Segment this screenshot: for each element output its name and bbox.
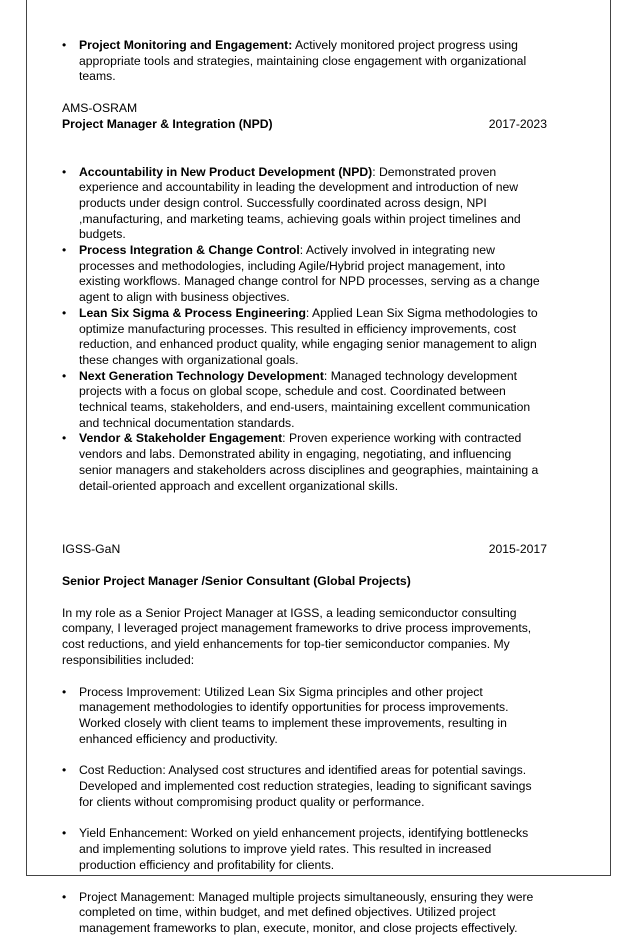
bullet-title: Accountability in New Product Development (NPD) (79, 164, 373, 179)
job1-years: 2017-2023 (488, 116, 547, 131)
bullet-text: Actively monitored project progress using appropriate tools and strategies, maintaining close engagement with organizational teams. (79, 38, 527, 84)
document-page (26, 0, 611, 935)
list-item: • Process Improvement: Utilized Lean Six Sigma principles and other project management methodologies to identify opportunities for process improvements. Worked closely with client teams to implement these improvements, resulting in enhanced efficiency and productivity. (62, 685, 547, 748)
document-content (62, 38, 547, 937)
list-item: • Yield Enhancement: Worked on yield enhancement projects, identifying bottlenecks and implementing solutions to improve yield rates. This resulted in increased production efficiency and profitability for clients. (62, 826, 547, 873)
bullet-text: : Managed technology development projects with a focus on global scope, schedule and cost. Coordinated between technical teams, stakeholders, and end-users, maintaining excellent communication and technical documentation standards. (79, 368, 531, 430)
list-item: • Project Management: Managed multiple projects simultaneously, ensuring they were completed on time, within budget, and met defined objectives. Utilized project management frameworks to plan, execute, monitor, and close projects effectively. (62, 890, 547, 937)
job2-header (62, 542, 547, 558)
job2-bullet-list (62, 685, 547, 937)
bullet-title: Process Integration & Change Control (79, 243, 300, 258)
list-item (62, 369, 547, 432)
top-bullet-list (62, 38, 547, 85)
job2-intro: In my role as a Senior Project Manager at IGSS, a leading semiconductor consulting company, I leveraged project management frameworks to drive process improvements, cost reductions, and yield enhancements for top-tier semiconductor companies. My responsibilities included: (62, 605, 532, 667)
list-item (62, 165, 547, 244)
bullet-title: Project Monitoring and Engagement: (79, 38, 293, 52)
bullet-text: : Demonstrated proven experience and accountability in leading the development and introduction of new products under design control. Successfully coordinated across design, NPI ,manufacturing, and marketing teams, achieving goals within project timelines and budgets. (79, 164, 521, 242)
bullet-text: : Proven experience working with contracted vendors and labs. Demonstrated ability in engaging, negotiating, and influencing senior managers and stakeholders across disciplines and geographies, maintaining a detail-oriented approach and excellent organizational skills. (79, 431, 539, 493)
job1-role: Project Manager & Integration (NPD) (62, 116, 273, 131)
bullet-text: : Actively involved in integrating new processes and methodologies, including Agile/Hybrid project management, into existing workflows. Managed change control for NPD processes, serving as a change agent to align with business objectives. (79, 243, 540, 305)
list-item (62, 431, 547, 494)
list-item (62, 243, 547, 306)
bullet-text: : Applied Lean Six Sigma methodologies to optimize manufacturing processes. This resulted in efficiency improvements, cost reduction, and enhanced product quality, while engaging senior management to align these changes with organizational goals. (79, 305, 538, 367)
job2-years: 2015-2017 (488, 542, 547, 557)
job2-company: IGSS-GaN (62, 542, 121, 557)
list-item (62, 38, 547, 85)
list-item: • Cost Reduction: Analysed cost structures and identified areas for potential savings. Developed and implemented cost reduction strategies, leading to significant savings for clients without compromising product quality or performance. (62, 763, 547, 810)
bullet-title: Lean Six Sigma & Process Engineering (79, 305, 306, 320)
bullet-title: Next Generation Technology Development (79, 368, 324, 383)
bullet-title: Vendor & Stakeholder Engagement (79, 431, 283, 446)
job2-role: Senior Project Manager /Senior Consultant (Global Projects) (62, 573, 411, 588)
job1-bullet-list (62, 165, 547, 495)
job1-company: AMS-OSRAM (62, 101, 138, 116)
job1-header (62, 117, 547, 133)
list-item (62, 306, 547, 369)
